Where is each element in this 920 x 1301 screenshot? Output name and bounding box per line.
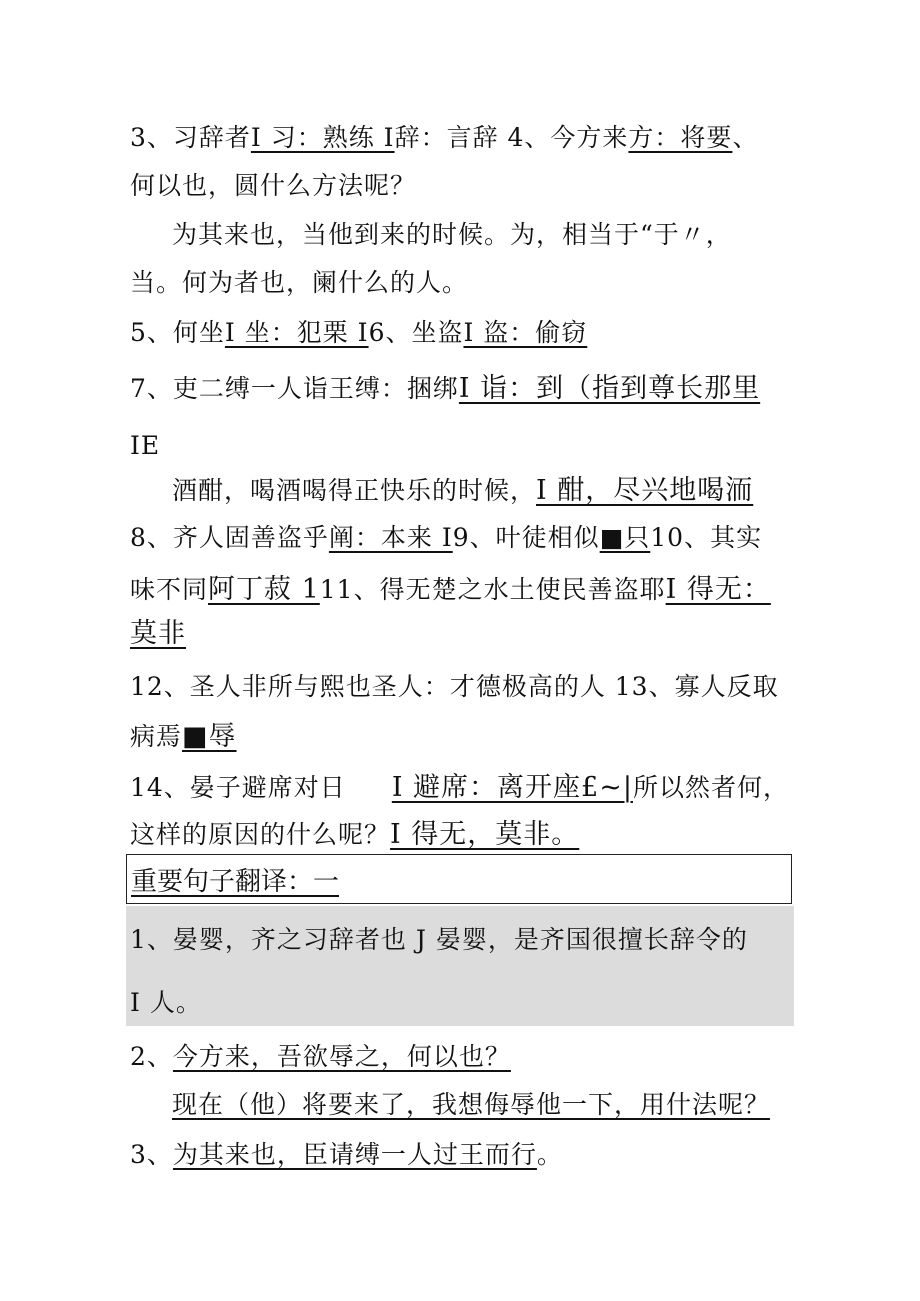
note-annotation: 莫非 — [130, 618, 186, 649]
note-text: 酒酣，喝酒喝得正快乐的时候， — [172, 476, 537, 505]
sentence-number: 3、 — [130, 1140, 173, 1169]
sentence-period: 。 — [536, 1140, 563, 1169]
note-text: 病焉 — [130, 722, 183, 751]
translation-text: 现在（他）将要来了，我想侮辱他一下，用什法呢？ — [172, 1090, 771, 1119]
note-text: 、 — [732, 123, 759, 152]
section-title-box — [126, 854, 792, 904]
note-annotation: I 得无，莫非。 — [390, 819, 580, 850]
note-text: 9、叶徒相似 — [452, 523, 600, 552]
note-annotation: I 酣，尽兴地喝洏 — [536, 475, 754, 506]
sentence-number: 2、 — [130, 1042, 173, 1071]
note-text: 所以然者何， — [632, 773, 789, 802]
sentence-text: 今方来，吾欲辱之，何以也？ — [172, 1042, 511, 1071]
sentence-text: 为其来也，臣请缚一人过王而行 — [172, 1140, 537, 1169]
note-text: 6、坐盗 — [368, 318, 464, 347]
note-line-9 — [130, 521, 762, 555]
note-line-10 — [130, 573, 771, 607]
sentence-2 — [130, 1040, 511, 1074]
note-annotation: ■只 — [599, 523, 651, 552]
sentence-1-line-1: 1、晏婴，齐之习辞者也 J 晏婴，是齐国很擅长辞令的 — [130, 925, 748, 954]
note-annotation: 阐：本来 I — [328, 523, 453, 552]
note-annotation: ■辱 — [182, 721, 237, 752]
note-annotation: I 诣：到（指到尊长那里 — [458, 373, 761, 404]
note-line-8 — [172, 474, 753, 508]
sentence-3 — [130, 1138, 563, 1172]
note-line-3: 为其来也，当他到来的时候。为，相当于“于〃， — [172, 220, 732, 249]
note-annotation: I 得无： — [665, 574, 771, 605]
note-line-7: IE — [130, 431, 161, 460]
note-text: 8、齐人固善盗乎 — [130, 523, 329, 552]
note-text: 3、习辞者 — [130, 123, 251, 152]
note-line-5 — [130, 316, 587, 350]
sentence-2-translation — [172, 1088, 770, 1122]
note-line-15 — [130, 818, 579, 852]
note-annotation: I 盗：偷窃 — [463, 318, 588, 347]
note-text: 14、晏子避席对日 — [130, 773, 346, 802]
note-line-12: 12、圣人非所与熙也圣人：才德极高的人 13、寡人反取 — [130, 672, 779, 701]
note-text: 这样的原因的什么呢？ — [130, 820, 391, 849]
note-text: 味不同 — [130, 575, 209, 604]
note-line-2: 何以也，圆什么方法呢？ — [130, 171, 417, 200]
note-annotation: I 坐：犯栗 I — [224, 318, 369, 347]
note-text: 5、何坐 — [130, 318, 225, 347]
note-annotation: I 习：熟练 I — [250, 123, 395, 152]
note-line-1 — [130, 121, 758, 155]
note-annotation: 方：将要 — [628, 123, 733, 152]
note-text: 7、吏二缚一人诣王缚：捆绑 — [130, 374, 459, 403]
note-annotation: I 避席：离开座£~| — [391, 772, 633, 803]
note-line-4: 当。何为者也，阑什么的人。 — [130, 268, 469, 297]
section-title: 重要句子翻译：一 — [131, 867, 340, 897]
sentence-1-line-2: I 人。 — [130, 988, 202, 1017]
note-annotation: 阿丁菽 1 — [208, 574, 320, 605]
note-line-14 — [130, 771, 789, 805]
note-line-11 — [130, 617, 186, 651]
note-text: 11、得无楚之水土使民善盗耶 — [319, 575, 666, 604]
note-line-6 — [130, 372, 760, 406]
note-text: 10、其实 — [650, 523, 763, 552]
note-text: 辞：言辞 4、今方来 — [394, 123, 629, 152]
note-line-13 — [130, 720, 237, 754]
